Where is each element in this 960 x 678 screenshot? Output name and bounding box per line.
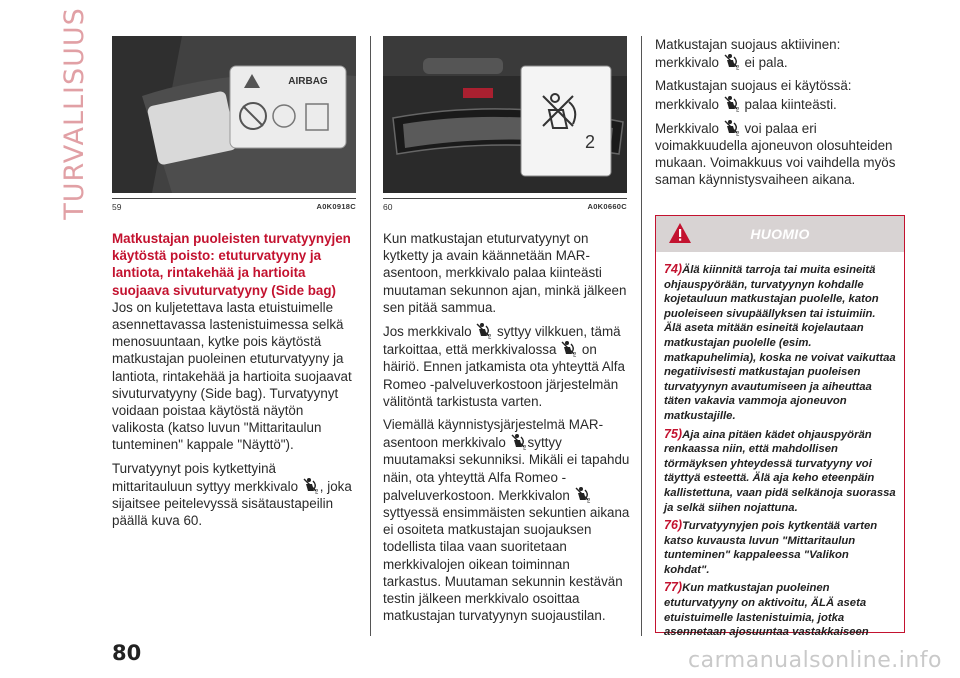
figure-59-caption: 59 A0K0918C [112, 198, 356, 212]
warning-item: 77)Kun matkustajan puoleinen etuturvatyyny on aktivoitu, ÄLÄ aseta etuistuimelle lastenistuimia, jotka asennetaan ajosuuntaa vastakkaiseen [664, 580, 869, 639]
airbag-off-icon [723, 119, 741, 136]
svg-text:2: 2 [522, 445, 526, 451]
warning-triangle-icon [668, 222, 692, 244]
paragraph: Turvatyynyt pois kytkettyinä mittaritauluun syttyy merkkivalo 2 , joka sijaitsee peitelevyssä sisätaustapeilin päällä kuva 60. [112, 460, 352, 529]
warning-title: HUOMIO [750, 226, 810, 242]
watermark: carmanualsonline.info [688, 648, 942, 673]
paragraph: Viemällä käynnistysjärjestelmä MAR-asentoon merkkivalo 2 syttyy muutamaksi sekunniksi. Mikäli ei tapahdu näin, ota yhteyttä Alfa Romeo -palveluverkostoon. Merkkivalon 2 syttyessä ensimmäisten sekuntien aikana ei osoiteta matkustajan suojauksen todellista tilaa vaan suoritetaan merkkivalojen oikean toiminnan tarkastus. Muutaman sekunnin kestävän testin jälkeen merkkivalo osoittaa matkustajan turvatyynyn suojaustilan. [383, 417, 630, 624]
svg-text:2: 2 [573, 352, 577, 358]
paragraph: Merkkivalo 2 voi palaa eri voimakkuudella ajoneuvon olosuhteiden mukaan. Voimakkuus voi vaihdella myös saman käynnistysvaiheen aikana. [655, 120, 896, 188]
airbag-off-icon [574, 486, 592, 503]
airbag-off-icon [302, 477, 320, 494]
airbag-off-icon [723, 95, 741, 112]
warning-item: 75)Aja aina pitäen kädet ohjauspyörän renkaassa niin, että mahdollisen törmäyksen yhteydessä turvatyyny voi täyttyä esteettä. Älä aja keho eteenpäin kallistettuna, vaan pidä selkänoja suorassa ja selkä siihen nojattuna. [664, 426, 896, 514]
airbag-off-icon [723, 53, 741, 70]
airbag-off-icon [560, 340, 578, 357]
airbag-off-icon [510, 433, 528, 450]
warning-body [656, 252, 904, 640]
section-label: TURVALLISUUS [58, 6, 90, 220]
svg-text:2: 2 [735, 107, 740, 112]
column-2 [383, 230, 631, 630]
column-3 [655, 36, 905, 195]
svg-text:2: 2 [488, 334, 492, 340]
svg-text:2: 2 [735, 65, 740, 71]
indicator-digit: 2 [585, 132, 596, 152]
paragraph: Matkustajan suojaus ei käytössä: merkkivalo 2 palaa kiinteästi. [655, 78, 852, 112]
page-number: 80 [112, 641, 142, 665]
airbag-label: AIRBAG [288, 76, 328, 87]
column-divider [370, 36, 371, 636]
paragraph: Kun matkustajan etuturvatyynyt on kytketty ja avain käännetään MAR-asentoon, merkkivalo palaa kiinteästi muutaman sekunnon ajan, minkä jälkeen sen pitää sammua. [383, 231, 627, 315]
warning-box [655, 215, 905, 639]
svg-text:2: 2 [735, 131, 740, 136]
paragraph: Jos on kuljetettava lasta etuistuimelle asennettavassa lastenistuimessa selkä menosuuntaan, kytke pois käytöstä matkustajan puoleinen etuturvatyyny ja lantiota, rintakehää ja hartioita suojaavat sivuturvatyyny (Side bag). Turvatyynyt voidaan poistaa käytöstä näytön valikosta (katso luvun "Mittaritaulun tunteminen" kappale "Näyttö"). [112, 299, 352, 453]
column-1 [112, 230, 358, 535]
svg-text:2: 2 [586, 498, 590, 503]
figure-60-image [383, 36, 627, 193]
section-heading: Matkustajan puoleisten turvatyynyjen käytöstä poisto: etuturvatyyny ja lantiota, rintakehää ja hartioita suojaava sivuturvatyyny (Side bag) [112, 231, 351, 298]
column-divider [641, 36, 642, 636]
figure-59-image [112, 36, 356, 193]
svg-text:2: 2 [314, 489, 319, 494]
paragraph: Jos merkkivalo 2 syttyy vilkkuen, tämä tarkoittaa, että merkkivalossa 2 on häiriö. Ennen jatkamista ota yhteyttä Alfa Romeo -palveluverkostoon järjestelmän välitöntä tarkistusta varten. [383, 324, 625, 409]
warning-item: 76)Turvatyynyjen pois kytkentää varten katso kuvausta luvun "Mittaritaulun tunteminen" kappaleessa "Valikon kohdat". [664, 518, 878, 576]
figure-60-caption: 60 A0K0660C [383, 198, 627, 212]
airbag-off-icon [475, 322, 493, 339]
warning-header [656, 216, 904, 252]
paragraph: Matkustajan suojaus aktiivinen: merkkivalo 2 ei pala. [655, 37, 841, 71]
warning-item: 74)Älä kiinnitä tarroja tai muita esineitä ohjauspyörään, turvatyynyn kohdalle kojetauluun matkustajan puolelle, katon puoleiseen sivupäällyksen tai istuimiin. Älä aseta mitään esineitä kojelautaan matkustajan puolelle (esim. matkapuhelimia), koska ne voivat vaikuttaa negatiivisesti matkustajan puoleisen turvatyynyn avautumiseen ja aiheuttaa täten vakavia vammoja ajoneuvon matkustajille. [664, 262, 896, 422]
